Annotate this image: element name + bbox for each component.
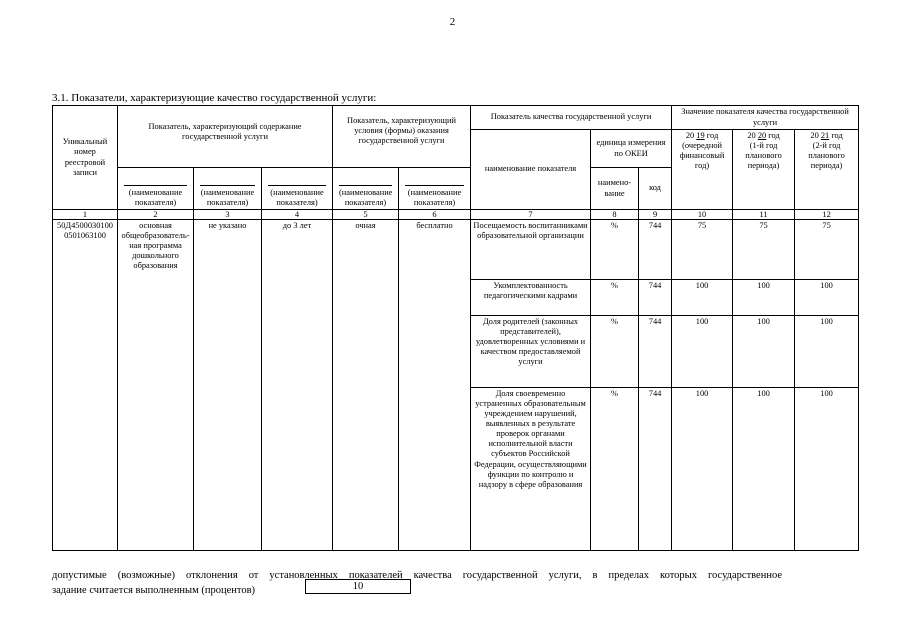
condition-sub-1 bbox=[333, 168, 399, 210]
indicator-unit: % bbox=[591, 220, 639, 280]
condition-value-1: очная bbox=[333, 220, 399, 551]
indicator-value-1: 100 bbox=[672, 280, 733, 316]
indicator-value-2: 100 bbox=[733, 316, 795, 388]
indicator-value-1: 100 bbox=[672, 316, 733, 388]
content-sub-2 bbox=[194, 168, 262, 210]
page-number: 2 bbox=[449, 16, 456, 28]
content-value-3: до 3 лет bbox=[262, 220, 333, 551]
indicator-value-2: 100 bbox=[733, 280, 795, 316]
column-number: 8 bbox=[591, 210, 639, 220]
indicator-name: Укомплектованность педагогическими кадрами bbox=[471, 280, 591, 316]
header-okei-unit: единица измерения по ОКЕИ bbox=[591, 130, 672, 168]
year1-desc: (очередной финансовый год) bbox=[679, 141, 725, 171]
indicator-unit: % bbox=[591, 388, 639, 551]
column-number: 2 bbox=[118, 210, 194, 220]
section-title: 3.1. Показатели, характеризующие качество государственной услуги: bbox=[52, 92, 377, 104]
sub-label: (наименование показателя) bbox=[339, 185, 392, 208]
column-number: 6 bbox=[399, 210, 471, 220]
quality-indicators-table bbox=[52, 105, 859, 551]
deviation-percent-field[interactable]: 10 bbox=[305, 579, 411, 594]
indicator-code: 744 bbox=[639, 280, 672, 316]
indicator-unit: % bbox=[591, 280, 639, 316]
column-number: 3 bbox=[194, 210, 262, 220]
indicator-code: 744 bbox=[639, 316, 672, 388]
indicator-name: Посещаемость воспитанниками образовательной организации bbox=[471, 220, 591, 280]
content-value-2: не указано bbox=[194, 220, 262, 551]
deviation-note-line1: допустимые (возможные) отклонения от установленных показателей качества государственной услуги, в пределах которых государственное bbox=[52, 570, 782, 581]
indicator-value-3: 100 bbox=[795, 280, 859, 316]
condition-sub-2 bbox=[399, 168, 471, 210]
indicator-value-3: 100 bbox=[795, 388, 859, 551]
registry-number: 50Д45000301000501063100 bbox=[53, 220, 118, 551]
indicator-value-3: 100 bbox=[795, 316, 859, 388]
content-sub-1 bbox=[118, 168, 194, 210]
year3-suffix: 21 bbox=[820, 131, 830, 140]
column-number: 10 bbox=[672, 210, 733, 220]
header-indicator-name: наименование показателя bbox=[471, 130, 591, 210]
deviation-note bbox=[52, 568, 838, 598]
year1-word: год bbox=[706, 131, 719, 140]
column-number: 4 bbox=[262, 210, 333, 220]
column-numbers-row bbox=[53, 210, 859, 220]
column-number: 7 bbox=[471, 210, 591, 220]
column-number: 11 bbox=[733, 210, 795, 220]
header-unique-number: Уникальный номер реестровой записи bbox=[53, 106, 118, 210]
table-row bbox=[53, 220, 859, 280]
header-content-indicator: Показатель, характеризующий содержание государственной услуги bbox=[118, 106, 333, 168]
header-value-indicator: Значение показателя качества государственной услуги bbox=[672, 106, 859, 130]
year2-suffix: 20 bbox=[757, 131, 767, 140]
sub-label: (наименование показателя) bbox=[200, 185, 255, 208]
condition-value-2: бесплатно bbox=[399, 220, 471, 551]
indicator-value-3: 75 bbox=[795, 220, 859, 280]
header-okei-name: наимено-вание bbox=[591, 168, 639, 210]
indicator-value-1: 75 bbox=[672, 220, 733, 280]
indicator-name: Доля родителей (законных представителей), удовлетворенных условиями и качеством предоставляемой услуги bbox=[471, 316, 591, 388]
header-year-1 bbox=[672, 130, 733, 210]
year2-word: год bbox=[768, 131, 780, 140]
sub-label: (наименование показателя) bbox=[268, 185, 326, 208]
indicator-value-2: 100 bbox=[733, 388, 795, 551]
header-conditions-indicator: Показатель, характеризующий условия (формы) оказания государственной услуги bbox=[333, 106, 471, 168]
indicator-name: Доля своевременно устраненных образовательным учреждением нарушений, выявленных в результате проверок органами исполнительной власти субъектов Российской Федерации, осуществляющими функции по контролю и надзору в сфере образования bbox=[471, 388, 591, 551]
column-number: 9 bbox=[639, 210, 672, 220]
deviation-note-line2: задание считается выполненным (процентов) bbox=[52, 585, 256, 597]
content-sub-3 bbox=[262, 168, 333, 210]
indicator-code: 744 bbox=[639, 220, 672, 280]
indicator-code: 744 bbox=[639, 388, 672, 551]
year3-prefix: 20 bbox=[810, 131, 819, 140]
column-number: 12 bbox=[795, 210, 859, 220]
indicator-value-2: 75 bbox=[733, 220, 795, 280]
indicator-unit: % bbox=[591, 316, 639, 388]
year3-word: год bbox=[831, 131, 843, 140]
column-number: 1 bbox=[53, 210, 118, 220]
header-okei-code: код bbox=[639, 168, 672, 210]
year2-desc: (1-й год планового периода) bbox=[745, 141, 782, 171]
header-year-3 bbox=[795, 130, 859, 210]
year2-prefix: 20 bbox=[747, 131, 756, 140]
year1-suffix: 19 bbox=[696, 131, 705, 140]
indicator-value-1: 100 bbox=[672, 388, 733, 551]
year1-prefix: 20 bbox=[685, 131, 695, 140]
sub-label: (наименование показателя) bbox=[124, 185, 187, 208]
header-year-2 bbox=[733, 130, 795, 210]
year3-desc: (2-й год планового периода) bbox=[808, 141, 845, 171]
content-value-1: основная общеобразователь-ная программа дошкольного образования bbox=[118, 220, 194, 551]
sub-label: (наименование показателя) bbox=[405, 185, 464, 208]
column-number: 5 bbox=[333, 210, 399, 220]
header-quality-indicator: Показатель качества государственной услуги bbox=[471, 106, 672, 130]
